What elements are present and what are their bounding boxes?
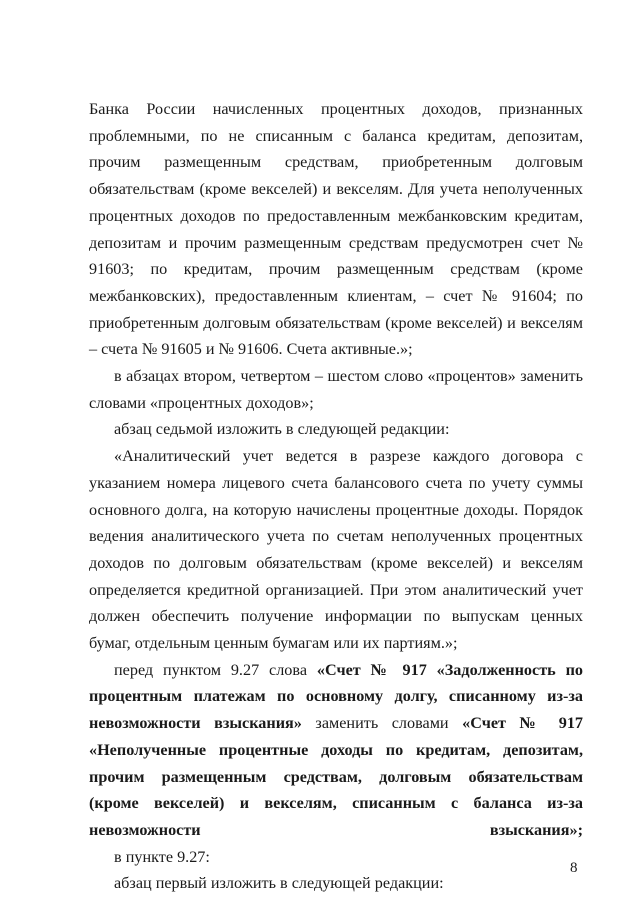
- paragraph-5-bold-1: «Счет № 917 «Задолженность по процентным платежам по основному долгу, списанному из-за невозможности взыскания»: [89, 660, 583, 733]
- paragraph-5-text-2: заменить словами: [301, 714, 463, 733]
- page-number: 8: [570, 860, 578, 876]
- paragraph-3: абзац седьмой изложить в следующей редакции:: [114, 420, 450, 439]
- paragraph-7: абзац первый изложить в следующей редакции:: [114, 874, 444, 893]
- paragraph-6: в пункте 9.27:: [114, 847, 210, 866]
- paragraph-2: в абзацах втором, четвертом – шестом слово «процентов» заменить словами «процентных доходов»;: [89, 367, 583, 412]
- paragraph-1: Банка России начисленных процентных доходов, признанных проблемными, по не списанным с баланса кредитам, депозитам, прочим размещенным средствам, приобретенным долговым обязательствам (кроме векселей) и векселям. Для учета неполученных процентных доходов по предоставленным межбанковским кредитам, депозитам и прочим размещенным средствам предусмотрен счет № 91603; по кредитам, прочим размещенным средствам (кроме межбанковских), предоставленным клиентам, – счет № 91604; по приобретенным долговым обязательствам (кроме векселей) и векселям – счета № 91605 и № 91606. Счета активные.»;: [89, 100, 583, 359]
- paragraph-5: [89, 657, 583, 844]
- paragraph-5-text-1: перед пунктом 9.27 слова: [114, 660, 317, 679]
- paragraph-4: «Аналитический учет ведется в разрезе каждого договора с указанием номера лицевого счета балансового счета по учету суммы основного долга, на которую начислены процентные доходы. Порядок ведения аналитического учета по счетам неполученных процентных доходов по долговым обязательствам (кроме векселей) и векселям определяется кредитной организацией. При этом аналитический учет должен обеспечить получение информации по выпускам ценных бумаг, отдельным ценным бумагам или их партиям.»;: [89, 447, 583, 653]
- document-body: [89, 96, 583, 897]
- paragraph-5-bold-2: «Счет № 917 «Неполученные процентные доходы по кредитам, депозитам, прочим размещенным средствам, долговым обязательствам (кроме векселей) и векселям, списанным с баланса из-за невозможности взыскания»;: [89, 714, 584, 839]
